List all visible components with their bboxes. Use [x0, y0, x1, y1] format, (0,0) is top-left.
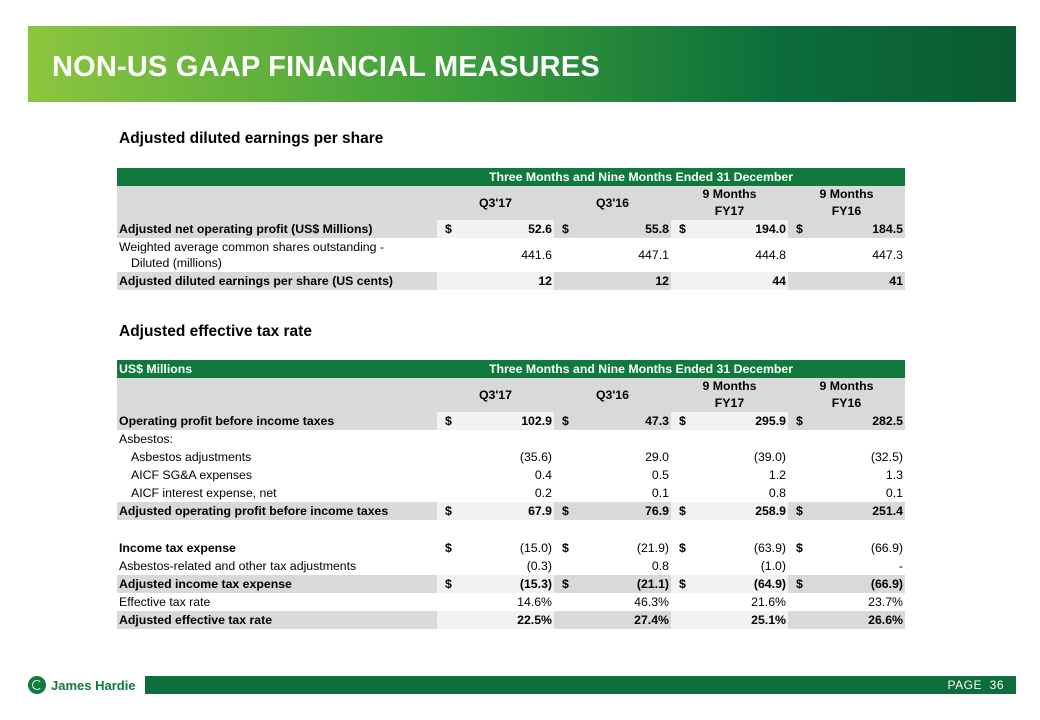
value-cell: 0.2 [437, 484, 554, 502]
period-header: Three Months and Nine Months Ended 31 December [437, 360, 905, 378]
page-title: NON-US GAAP FINANCIAL MEASURES [52, 51, 600, 83]
row-label: Income tax expense [117, 539, 437, 557]
value-cell: (1.0) [671, 557, 788, 575]
header-label: US$ Millions [117, 360, 437, 378]
row-label: Asbestos: [117, 430, 437, 448]
table-row [117, 484, 905, 502]
table-row [117, 502, 905, 520]
table-row [117, 448, 905, 466]
column-header: Q3'17 [437, 186, 554, 220]
value-cell: - [788, 557, 905, 575]
value-cell: 41 [788, 272, 905, 290]
value-cell: $ 52.6 [437, 220, 554, 238]
section-title-tax-rate: Adjusted effective tax rate [119, 323, 312, 340]
table-header-row [117, 360, 905, 378]
table-row [117, 272, 905, 290]
table-row [117, 412, 905, 430]
table-row [117, 466, 905, 484]
value-cell: 441.6 [437, 238, 554, 272]
value-cell: 12 [437, 272, 554, 290]
header-label [117, 168, 437, 186]
tax-rate-table [117, 360, 905, 629]
value-cell: 21.6% [671, 593, 788, 611]
value-cell: $ (66.9) [788, 575, 905, 593]
column-header: 9 Months FY17 [671, 186, 788, 220]
value-cell: $ (15.0) [437, 539, 554, 557]
value-cell: (39.0) [671, 448, 788, 466]
column-header-row [117, 378, 905, 412]
value-cell [671, 430, 788, 448]
row-label: Adjusted income tax expense [117, 575, 437, 593]
row-label: Adjusted diluted earnings per share (US cents) [117, 272, 437, 290]
value-cell: 444.8 [671, 238, 788, 272]
logo-text: James Hardie [51, 677, 136, 693]
value-cell: 0.4 [437, 466, 554, 484]
value-cell: $ 251.4 [788, 502, 905, 520]
value-cell: 46.3% [554, 593, 671, 611]
value-cell: $ (21.9) [554, 539, 671, 557]
table-row [117, 575, 905, 593]
spacer-row [117, 520, 905, 539]
value-cell: 1.3 [788, 466, 905, 484]
value-cell: 27.4% [554, 611, 671, 629]
value-cell: 26.6% [788, 611, 905, 629]
row-label: Effective tax rate [117, 593, 437, 611]
table-row [117, 238, 905, 272]
value-cell: 25.1% [671, 611, 788, 629]
value-cell: 29.0 [554, 448, 671, 466]
value-cell: $ 47.3 [554, 412, 671, 430]
value-cell: 22.5% [437, 611, 554, 629]
value-cell: 14.6% [437, 593, 554, 611]
value-cell: 23.7% [788, 593, 905, 611]
table-row [117, 430, 905, 448]
footer-bar [145, 676, 1016, 694]
column-header: 9 Months FY16 [788, 186, 905, 220]
table-row [117, 611, 905, 629]
page-number: PAGE 36 [947, 678, 1004, 692]
row-label: Weighted average common shares outstanding - Diluted (millions) [117, 238, 437, 272]
value-cell: 0.8 [554, 557, 671, 575]
value-cell: $ (63.9) [671, 539, 788, 557]
row-label: Adjusted net operating profit (US$ Millions) [117, 220, 437, 238]
row-label: Asbestos adjustments [117, 448, 437, 466]
value-cell: $ (64.9) [671, 575, 788, 593]
row-label: AICF SG&A expenses [117, 466, 437, 484]
value-cell: $ 194.0 [671, 220, 788, 238]
value-cell: $ 67.9 [437, 502, 554, 520]
value-cell: $ 282.5 [788, 412, 905, 430]
value-cell: 447.3 [788, 238, 905, 272]
column-header: Q3'16 [554, 378, 671, 412]
value-cell: $ (66.9) [788, 539, 905, 557]
value-cell [554, 430, 671, 448]
value-cell: (0.3) [437, 557, 554, 575]
column-header: 9 Months FY16 [788, 378, 905, 412]
logo-mark-icon [28, 676, 46, 694]
value-cell: $ 102.9 [437, 412, 554, 430]
value-cell [437, 430, 554, 448]
value-cell: (35.6) [437, 448, 554, 466]
value-cell: 1.2 [671, 466, 788, 484]
eps-table [117, 168, 905, 290]
table-row [117, 557, 905, 575]
value-cell: (32.5) [788, 448, 905, 466]
value-cell [788, 430, 905, 448]
value-cell: 12 [554, 272, 671, 290]
value-cell: 44 [671, 272, 788, 290]
value-cell: $ 76.9 [554, 502, 671, 520]
value-cell: 0.5 [554, 466, 671, 484]
section-title-eps: Adjusted diluted earnings per share [119, 130, 384, 147]
value-cell: $ 258.9 [671, 502, 788, 520]
james-hardie-logo [28, 675, 136, 695]
title-banner [28, 26, 1016, 102]
period-header: Three Months and Nine Months Ended 31 December [437, 168, 905, 186]
value-cell: 0.1 [554, 484, 671, 502]
column-header: Q3'16 [554, 186, 671, 220]
column-header: 9 Months FY17 [671, 378, 788, 412]
table-header-row [117, 168, 905, 186]
value-cell: $ 55.8 [554, 220, 671, 238]
row-label: Operating profit before income taxes [117, 412, 437, 430]
row-label: Adjusted operating profit before income taxes [117, 502, 437, 520]
value-cell: $ 295.9 [671, 412, 788, 430]
value-cell: 447.1 [554, 238, 671, 272]
table-row [117, 220, 905, 238]
table-row [117, 593, 905, 611]
row-label: Adjusted effective tax rate [117, 611, 437, 629]
value-cell: $ (21.1) [554, 575, 671, 593]
row-label: AICF interest expense, net [117, 484, 437, 502]
column-header-row [117, 186, 905, 220]
value-cell: $ 184.5 [788, 220, 905, 238]
value-cell: 0.8 [671, 484, 788, 502]
value-cell: 0.1 [788, 484, 905, 502]
value-cell: $ (15.3) [437, 575, 554, 593]
row-label: Asbestos-related and other tax adjustments [117, 557, 437, 575]
table-row [117, 539, 905, 557]
column-header: Q3'17 [437, 378, 554, 412]
